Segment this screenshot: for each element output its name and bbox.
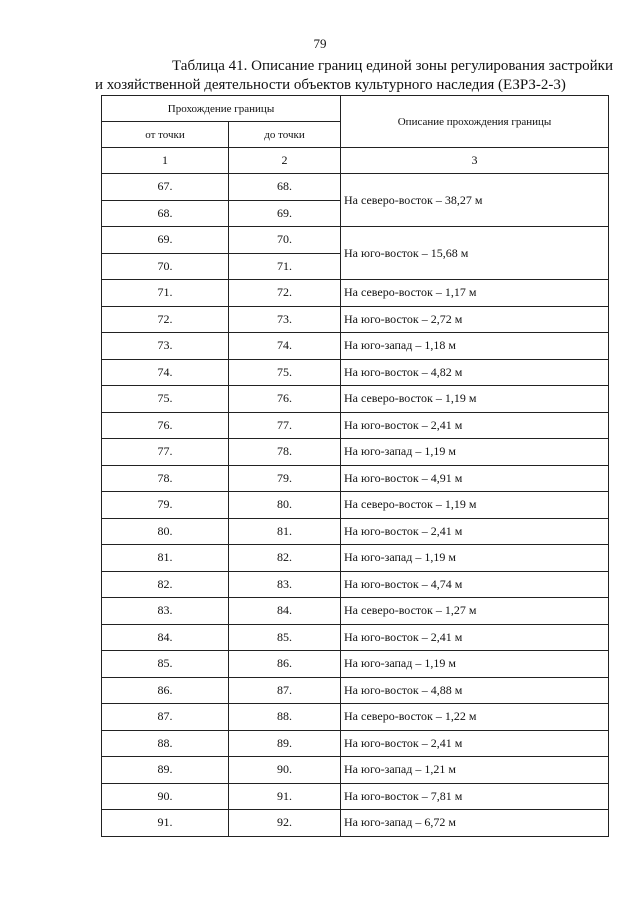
cell-to-point: 83.	[229, 571, 341, 598]
table-row	[102, 677, 609, 704]
cell-to-point: 73.	[229, 306, 341, 333]
table-row	[102, 465, 609, 492]
cell-to-point: 81.	[229, 518, 341, 545]
table-row	[102, 492, 609, 519]
cell-description: На юго-восток – 4,88 м	[341, 677, 609, 704]
table-row	[102, 306, 609, 333]
cell-description: На северо-восток – 1,17 м	[341, 280, 609, 307]
table-row	[102, 359, 609, 386]
caption-line-1: Таблица 41. Описание границ единой зоны регулирования застройки	[172, 58, 613, 74]
cell-to-point: 76.	[229, 386, 341, 413]
table-row	[102, 571, 609, 598]
cell-to-point: 69.	[229, 200, 341, 227]
cell-from-point: 82.	[102, 571, 229, 598]
cell-description: На северо-восток – 1,22 м	[341, 704, 609, 731]
cell-from-point: 72.	[102, 306, 229, 333]
table-caption	[95, 57, 613, 95]
cell-from-point: 69.	[102, 227, 229, 254]
table-row	[102, 386, 609, 413]
cell-from-point: 73.	[102, 333, 229, 360]
cell-description: На юго-запад – 1,21 м	[341, 757, 609, 784]
cell-to-point: 71.	[229, 253, 341, 280]
cell-from-point: 91.	[102, 810, 229, 837]
cell-to-point: 72.	[229, 280, 341, 307]
page-number: 79	[313, 36, 327, 51]
cell-from-point: 88.	[102, 730, 229, 757]
cell-to-point: 82.	[229, 545, 341, 572]
cell-to-point: 77.	[229, 412, 341, 439]
cell-description: На северо-восток – 1,19 м	[341, 492, 609, 519]
cell-from-point: 76.	[102, 412, 229, 439]
cell-to-point: 89.	[229, 730, 341, 757]
cell-from-point: 79.	[102, 492, 229, 519]
header-boundary-passage: Прохождение границы	[102, 96, 341, 122]
cell-to-point: 79.	[229, 465, 341, 492]
cell-from-point: 78.	[102, 465, 229, 492]
cell-from-point: 87.	[102, 704, 229, 731]
cell-to-point: 70.	[229, 227, 341, 254]
cell-to-point: 92.	[229, 810, 341, 837]
cell-description: На северо-восток – 38,27 м	[341, 174, 609, 227]
table-row	[102, 624, 609, 651]
cell-description: На юго-запад – 1,19 м	[341, 439, 609, 466]
cell-from-point: 80.	[102, 518, 229, 545]
cell-description: На юго-восток – 4,91 м	[341, 465, 609, 492]
cell-to-point: 87.	[229, 677, 341, 704]
cell-from-point: 71.	[102, 280, 229, 307]
cell-description: На юго-восток – 2,41 м	[341, 730, 609, 757]
cell-description: На юго-запад – 1,18 м	[341, 333, 609, 360]
cell-to-point: 84.	[229, 598, 341, 625]
table-row	[102, 757, 609, 784]
caption-line-2: и хозяйственной деятельности объектов культурного наследия (ЕЗРЗ-2-3)	[95, 77, 566, 93]
cell-description: На юго-восток – 2,41 м	[341, 624, 609, 651]
table-row	[102, 704, 609, 731]
table-row	[102, 333, 609, 360]
column-number-1: 1	[102, 148, 229, 174]
boundary-table	[101, 95, 609, 837]
table-row	[102, 810, 609, 837]
table-row	[102, 439, 609, 466]
header-to-point: до точки	[229, 122, 341, 148]
table-row	[102, 651, 609, 678]
header-from-point: от точки	[102, 122, 229, 148]
cell-from-point: 89.	[102, 757, 229, 784]
cell-from-point: 67.	[102, 174, 229, 201]
cell-to-point: 78.	[229, 439, 341, 466]
table-row	[102, 227, 609, 254]
cell-from-point: 85.	[102, 651, 229, 678]
cell-from-point: 86.	[102, 677, 229, 704]
cell-to-point: 75.	[229, 359, 341, 386]
cell-description: На юго-восток – 7,81 м	[341, 783, 609, 810]
table-row	[102, 412, 609, 439]
cell-to-point: 90.	[229, 757, 341, 784]
cell-to-point: 80.	[229, 492, 341, 519]
cell-from-point: 77.	[102, 439, 229, 466]
cell-description: На юго-восток – 2,41 м	[341, 412, 609, 439]
cell-from-point: 70.	[102, 253, 229, 280]
cell-from-point: 68.	[102, 200, 229, 227]
table-row	[102, 518, 609, 545]
table-row	[102, 598, 609, 625]
cell-description: На юго-запад – 1,19 м	[341, 651, 609, 678]
table-row	[102, 783, 609, 810]
cell-from-point: 83.	[102, 598, 229, 625]
cell-to-point: 91.	[229, 783, 341, 810]
cell-from-point: 90.	[102, 783, 229, 810]
cell-description: На юго-восток – 2,41 м	[341, 518, 609, 545]
table-row	[102, 174, 609, 201]
table-row	[102, 545, 609, 572]
cell-from-point: 74.	[102, 359, 229, 386]
cell-description: На северо-восток – 1,19 м	[341, 386, 609, 413]
table-row	[102, 730, 609, 757]
column-number-3: 3	[341, 148, 609, 174]
cell-description: На юго-запад – 6,72 м	[341, 810, 609, 837]
cell-description: На юго-восток – 4,74 м	[341, 571, 609, 598]
cell-from-point: 84.	[102, 624, 229, 651]
column-number-2: 2	[229, 148, 341, 174]
cell-description: На юго-восток – 4,82 м	[341, 359, 609, 386]
cell-to-point: 85.	[229, 624, 341, 651]
cell-description: На северо-восток – 1,27 м	[341, 598, 609, 625]
header-description: Описание прохождения границы	[341, 96, 609, 148]
table-row	[102, 280, 609, 307]
cell-description: На юго-запад – 1,19 м	[341, 545, 609, 572]
cell-from-point: 81.	[102, 545, 229, 572]
cell-to-point: 68.	[229, 174, 341, 201]
cell-description: На юго-восток – 2,72 м	[341, 306, 609, 333]
cell-to-point: 86.	[229, 651, 341, 678]
cell-from-point: 75.	[102, 386, 229, 413]
cell-to-point: 88.	[229, 704, 341, 731]
cell-description: На юго-восток – 15,68 м	[341, 227, 609, 280]
cell-to-point: 74.	[229, 333, 341, 360]
